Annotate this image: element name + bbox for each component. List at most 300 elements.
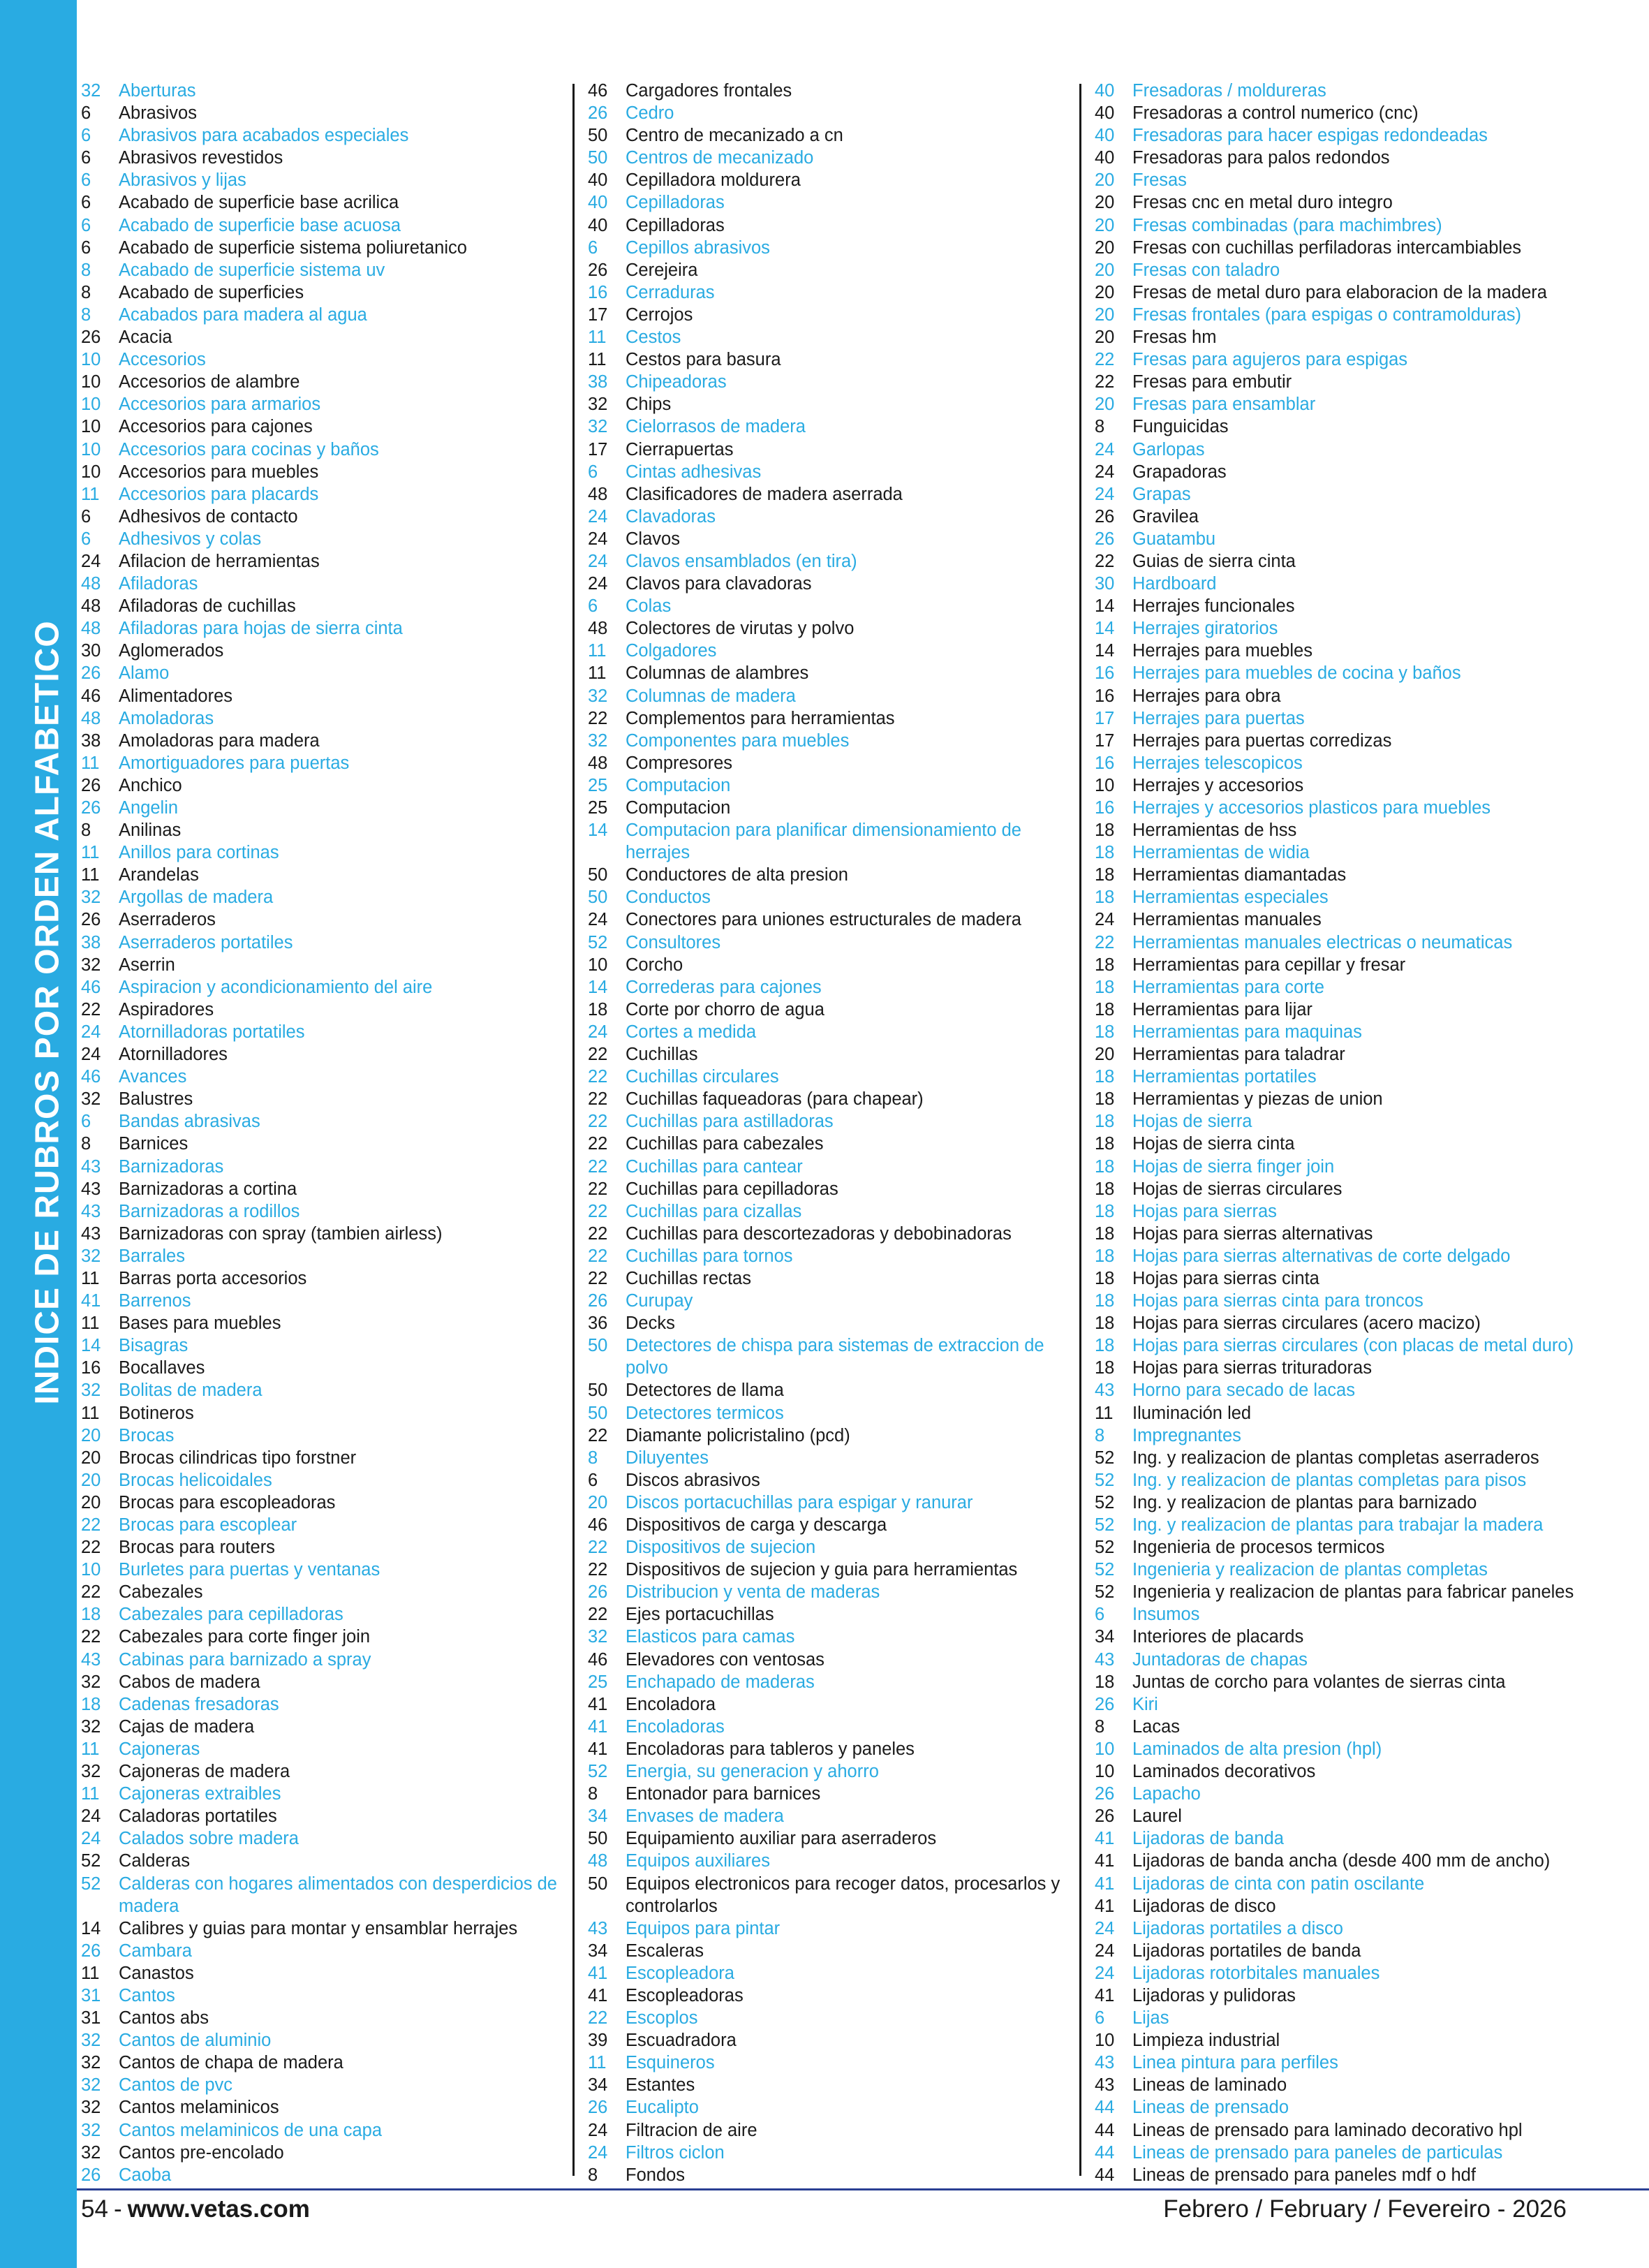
entry-label: Clavos ensamblados (en tira) — [626, 551, 857, 571]
index-entry — [81, 1626, 570, 1648]
entry-page-number: 24 — [588, 1022, 608, 1042]
index-entry — [588, 908, 1077, 931]
entry-page-number: 17 — [588, 439, 608, 459]
entry-label: Cantos de pvc — [119, 2075, 233, 2096]
index-entry — [588, 1110, 1077, 1133]
entry-label: Cuchillas — [626, 1045, 698, 1065]
entry-label: Lijadoras rotorbitales manuales — [1132, 1963, 1380, 1983]
entry-label: Horno para secado de lacas — [1132, 1380, 1355, 1401]
entry-page-number: 17 — [588, 304, 608, 325]
entry-label: Lijadoras y pulidoras — [1132, 1985, 1296, 2005]
index-entry — [588, 483, 1077, 506]
entry-label: Detectores de chispa para sistemas de extraccion de polvo — [626, 1336, 1044, 1378]
index-entry — [81, 1066, 570, 1088]
entry-label: Angelin — [119, 798, 179, 818]
index-entry — [1095, 1178, 1583, 1200]
entry-page-number: 6 — [81, 215, 91, 235]
index-entry — [81, 1827, 570, 1850]
index-entry — [81, 752, 570, 774]
entry-page-number: 20 — [1095, 193, 1115, 213]
entry-page-number: 46 — [81, 977, 101, 997]
index-entry — [81, 147, 570, 169]
entry-label: Lijadoras portatiles de banda — [1132, 1941, 1361, 1961]
entry-label: Acabado de superficie sistema poliuretanico — [119, 237, 467, 258]
index-entry — [1095, 1873, 1583, 1895]
entry-page-number: 20 — [1095, 237, 1115, 258]
entry-label: Cestos para basura — [626, 350, 781, 370]
index-entry — [588, 1649, 1077, 1671]
index-entry — [81, 1671, 570, 1693]
entry-label: Eucalipto — [626, 2098, 699, 2118]
entry-label: Cintas adhesivas — [626, 462, 762, 482]
index-entry — [588, 1873, 1077, 1917]
entry-label: Afiladoras para hojas de sierra cinta — [119, 619, 403, 639]
entry-page-number: 32 — [81, 2120, 101, 2140]
index-entry — [1095, 976, 1583, 999]
index-entry — [588, 169, 1077, 191]
index-entry — [1095, 1536, 1583, 1559]
index-entry — [81, 1469, 570, 1492]
entry-label: Cabezales — [119, 1582, 203, 1603]
entry-label: Fresas cnc en metal duro integro — [1132, 193, 1393, 213]
entry-label: Ingenieria de procesos termicos — [1132, 1538, 1385, 1558]
entry-label: Cuchillas para cepilladoras — [626, 1179, 838, 1199]
index-entry — [588, 595, 1077, 617]
index-entry — [1095, 1290, 1583, 1312]
index-entry — [81, 348, 570, 371]
index-entry — [81, 1200, 570, 1223]
entry-label: Estantes — [626, 2075, 695, 2096]
index-column-2 — [588, 80, 1077, 2186]
entry-label: Cedro — [626, 103, 674, 124]
index-entry — [1095, 1671, 1583, 1693]
index-entry — [1095, 2119, 1583, 2142]
entry-label: Herrajes para muebles — [1132, 641, 1312, 661]
entry-label: Cuchillas rectas — [626, 1268, 751, 1288]
entry-page-number: 20 — [1095, 395, 1115, 415]
entry-page-number: 52 — [1095, 1515, 1115, 1535]
index-entry — [1095, 797, 1583, 819]
entry-label: Lapacho — [1132, 1784, 1201, 1804]
index-entry — [588, 1379, 1077, 1401]
entry-label: Aglomerados — [119, 641, 224, 661]
entry-page-number: 10 — [588, 955, 608, 975]
index-entry — [588, 461, 1077, 483]
entry-page-number: 11 — [81, 1268, 100, 1288]
index-entry — [588, 1783, 1077, 1805]
entry-page-number: 10 — [81, 417, 101, 437]
index-entry — [588, 1424, 1077, 1447]
entry-label: Fresas combinadas (para machimbres) — [1132, 215, 1442, 235]
entry-page-number: 32 — [81, 2053, 101, 2073]
index-entry — [1095, 864, 1583, 886]
entry-label: Burletes para puertas y ventanas — [119, 1560, 380, 1580]
index-entry — [81, 573, 570, 595]
index-entry — [588, 932, 1077, 954]
index-entry — [588, 1536, 1077, 1559]
index-entry — [81, 640, 570, 662]
index-entry — [1095, 707, 1583, 730]
entry-label: Barnizadoras — [119, 1156, 224, 1177]
entry-page-number: 32 — [81, 2142, 101, 2163]
entry-label: Cantos melaminicos de una capa — [119, 2120, 383, 2140]
index-entry — [81, 1603, 570, 1626]
entry-label: Cantos melaminicos — [119, 2098, 279, 2118]
entry-page-number: 17 — [1095, 730, 1115, 751]
entry-label: Funguicidas — [1132, 417, 1229, 437]
index-entry — [81, 1873, 570, 1917]
index-entry — [81, 1267, 570, 1290]
entry-page-number: 43 — [1095, 1380, 1115, 1401]
entry-label: Encoladora — [626, 1694, 716, 1714]
index-entry — [1095, 1783, 1583, 1805]
entry-label: Cepilladoras — [626, 193, 725, 213]
entry-label: Aberturas — [119, 81, 196, 101]
entry-page-number: 18 — [1095, 820, 1115, 841]
entry-label: Fondos — [626, 2165, 686, 2185]
entry-page-number: 11 — [81, 843, 100, 863]
index-entry — [1095, 1267, 1583, 1290]
index-entry — [1095, 506, 1583, 528]
entry-label: Escopleadora — [626, 1963, 734, 1983]
entry-label: Cuchillas circulares — [626, 1067, 779, 1087]
entry-page-number: 11 — [81, 1739, 100, 1759]
entry-page-number: 43 — [588, 1918, 608, 1938]
entry-page-number: 52 — [1095, 1448, 1115, 1468]
entry-page-number: 22 — [588, 1605, 608, 1625]
index-entry — [588, 1447, 1077, 1469]
index-entry — [1095, 886, 1583, 908]
entry-page-number: 18 — [1095, 888, 1115, 908]
entry-label: Cepillos abrasivos — [626, 237, 770, 258]
entry-label: Cadenas fresadoras — [119, 1694, 279, 1714]
entry-page-number: 48 — [588, 484, 608, 504]
entry-label: Arandelas — [119, 865, 199, 885]
index-entry — [81, 124, 570, 147]
index-entry — [81, 1447, 570, 1469]
entry-page-number: 6 — [81, 170, 91, 191]
entry-page-number: 22 — [81, 999, 101, 1019]
index-entry — [588, 2142, 1077, 2164]
entry-label: Centro de mecanizado a cn — [626, 126, 843, 146]
entry-page-number: 34 — [588, 1941, 608, 1961]
entry-page-number: 24 — [81, 551, 101, 571]
entry-page-number: 32 — [81, 955, 101, 975]
entry-label: Herrajes y accesorios — [1132, 775, 1304, 795]
index-entry — [81, 1940, 570, 1962]
entry-label: Calibres y guias para montar y ensamblar herrajes — [119, 1918, 518, 1938]
entry-label: Chips — [626, 395, 672, 415]
entry-page-number: 22 — [1095, 350, 1115, 370]
index-entry — [1095, 1559, 1583, 1581]
entry-label: Cajoneras — [119, 1739, 200, 1759]
index-entry — [81, 304, 570, 326]
entry-page-number: 40 — [588, 170, 608, 191]
entry-label: Guatambu — [1132, 529, 1216, 549]
entry-page-number: 50 — [588, 865, 608, 885]
index-entry — [588, 2096, 1077, 2119]
entry-label: Acabado de superficie base acrilica — [119, 193, 399, 213]
entry-label: Calderas — [119, 1851, 191, 1871]
entry-label: Envases de madera — [626, 1806, 784, 1827]
entry-label: Hojas para sierras cinta — [1132, 1268, 1319, 1288]
entry-page-number: 24 — [81, 1045, 101, 1065]
side-title: INDICE DE RUBROS POR ORDEN ALFABETICO — [29, 620, 66, 1405]
entry-label: Cantos de aluminio — [119, 2031, 272, 2051]
entry-label: Cajoneras de madera — [119, 1762, 290, 1782]
entry-label: Computacion — [626, 798, 731, 818]
index-entry — [1095, 1312, 1583, 1334]
entry-label: Lijadoras de banda ancha (desde 400 mm de ancho) — [1132, 1851, 1551, 1871]
entry-label: Amoladoras — [119, 708, 214, 728]
entry-page-number: 20 — [1095, 215, 1115, 235]
index-entry — [588, 954, 1077, 976]
index-entry — [1095, 2007, 1583, 2029]
entry-label: Herrajes para obra — [1132, 686, 1281, 706]
entry-page-number: 38 — [81, 730, 101, 751]
index-entry — [588, 1178, 1077, 1200]
index-entry — [1095, 102, 1583, 124]
index-entry — [81, 864, 570, 886]
entry-page-number: 22 — [588, 2008, 608, 2028]
entry-page-number: 41 — [1095, 1896, 1115, 1916]
entry-page-number: 22 — [588, 1223, 608, 1244]
index-entry — [1095, 1447, 1583, 1469]
entry-page-number: 11 — [588, 663, 607, 684]
entry-page-number: 14 — [81, 1918, 101, 1938]
entry-page-number: 40 — [588, 193, 608, 213]
index-entry — [81, 214, 570, 237]
entry-label: Calados sobre madera — [119, 1829, 299, 1849]
entry-label: Barnizadoras a rodillos — [119, 1201, 300, 1221]
entry-label: Juntadoras de chapas — [1132, 1649, 1308, 1670]
index-entry — [81, 1379, 570, 1401]
entry-label: Corte por chorro de agua — [626, 999, 824, 1019]
entry-page-number: 44 — [1095, 2098, 1115, 2118]
entry-label: Clavos — [626, 529, 680, 549]
entry-page-number: 22 — [588, 1156, 608, 1177]
index-entry — [81, 169, 570, 191]
index-entry — [1095, 2074, 1583, 2096]
entry-label: Abrasivos — [119, 103, 197, 124]
index-entry — [1095, 326, 1583, 348]
entry-page-number: 52 — [1095, 1560, 1115, 1580]
index-entry — [588, 1626, 1077, 1648]
index-entry — [1095, 1066, 1583, 1088]
entry-label: Herramientas para maquinas — [1132, 1022, 1362, 1042]
entry-page-number: 17 — [1095, 708, 1115, 728]
entry-page-number: 16 — [588, 282, 608, 302]
index-entry — [1095, 1693, 1583, 1716]
entry-page-number: 41 — [1095, 1851, 1115, 1871]
entry-label: Ingenieria y realizacion de plantas completas — [1132, 1560, 1488, 1580]
entry-label: Corcho — [626, 955, 683, 975]
index-entry — [1095, 617, 1583, 640]
entry-label: Caladoras portatiles — [119, 1806, 277, 1827]
index-entry — [81, 1088, 570, 1110]
entry-page-number: 26 — [81, 1941, 101, 1961]
index-entry — [81, 2096, 570, 2119]
index-entry — [588, 1671, 1077, 1693]
entry-page-number: 40 — [1095, 148, 1115, 168]
entry-page-number: 24 — [588, 506, 608, 526]
entry-page-number: 44 — [1095, 2142, 1115, 2163]
index-entry — [81, 1334, 570, 1357]
entry-label: Brocas helicoidales — [119, 1470, 272, 1490]
entry-page-number: 48 — [588, 1851, 608, 1871]
entry-page-number: 52 — [1095, 1492, 1115, 1512]
index-entry — [588, 1962, 1077, 1984]
page-number: 54 — [81, 2195, 108, 2223]
index-entry — [588, 348, 1077, 371]
index-entry — [588, 80, 1077, 102]
index-entry — [588, 439, 1077, 461]
entry-page-number: 11 — [81, 753, 100, 773]
entry-label: Herramientas manuales electricas o neumaticas — [1132, 932, 1513, 952]
column-divider — [1079, 84, 1081, 2176]
index-entry — [81, 1178, 570, 1200]
entry-page-number: 52 — [1095, 1538, 1115, 1558]
entry-page-number: 41 — [588, 1694, 608, 1714]
index-entry — [81, 1984, 570, 2007]
index-entry — [588, 326, 1077, 348]
entry-label: Columnas de madera — [626, 686, 796, 706]
index-entry — [588, 1469, 1077, 1492]
entry-label: Linea pintura para perfiles — [1132, 2053, 1338, 2073]
entry-label: Hojas para sierras trituradoras — [1132, 1358, 1372, 1378]
entry-label: Abrasivos y lijas — [119, 170, 246, 191]
entry-page-number: 14 — [1095, 596, 1115, 617]
entry-page-number: 41 — [588, 1716, 608, 1737]
entry-label: Iluminación led — [1132, 1403, 1252, 1423]
entry-label: Acabado de superficies — [119, 282, 304, 302]
entry-page-number: 20 — [81, 1492, 101, 1512]
index-entry — [588, 1760, 1077, 1783]
index-entry — [588, 1738, 1077, 1760]
entry-page-number: 24 — [81, 1806, 101, 1827]
index-column-1 — [81, 80, 570, 2186]
entry-page-number: 8 — [588, 1784, 598, 1804]
entry-label: Alimentadores — [119, 686, 232, 706]
index-entry — [81, 461, 570, 483]
entry-page-number: 22 — [1095, 372, 1115, 392]
entry-page-number: 24 — [1095, 1941, 1115, 1961]
entry-page-number: 43 — [81, 1223, 101, 1244]
entry-label: Avances — [119, 1067, 187, 1087]
entry-label: Distribucion y venta de maderas — [626, 1582, 880, 1603]
entry-page-number: 41 — [1095, 1873, 1115, 1894]
entry-page-number: 18 — [1095, 1067, 1115, 1087]
entry-label: Aserrin — [119, 955, 175, 975]
index-entry — [1095, 1245, 1583, 1267]
index-entry — [588, 685, 1077, 707]
index-entry — [588, 1581, 1077, 1603]
entry-label: Interiores de placards — [1132, 1627, 1304, 1647]
index-entry — [1095, 550, 1583, 573]
index-entry — [1095, 1043, 1583, 1066]
entry-label: Hojas para sierras — [1132, 1201, 1277, 1221]
entry-page-number: 20 — [81, 1448, 101, 1468]
entry-label: Lijadoras de cinta con patin oscilante — [1132, 1873, 1425, 1894]
index-entry — [588, 797, 1077, 819]
index-entry — [1095, 1850, 1583, 1872]
entry-label: Hojas de sierras circulares — [1132, 1179, 1343, 1199]
entry-page-number: 52 — [1095, 1470, 1115, 1490]
index-entry — [1095, 237, 1583, 259]
index-entry — [588, 1156, 1077, 1178]
entry-label: Aserraderos — [119, 910, 216, 930]
index-entry — [81, 371, 570, 393]
entry-page-number: 26 — [1095, 1694, 1115, 1714]
index-entry — [81, 1290, 570, 1312]
entry-page-number: 40 — [1095, 126, 1115, 146]
index-entry — [588, 506, 1077, 528]
index-entry — [1095, 1984, 1583, 2007]
entry-label: Clavadoras — [626, 506, 716, 526]
entry-page-number: 16 — [1095, 798, 1115, 818]
entry-label: Fresas frontales (para espigas o contramolduras) — [1132, 304, 1522, 325]
index-entry — [81, 932, 570, 954]
entry-label: Herramientas para taladrar — [1132, 1045, 1345, 1065]
index-entry — [1095, 371, 1583, 393]
entry-page-number: 26 — [81, 2165, 101, 2185]
entry-page-number: 24 — [1095, 910, 1115, 930]
index-entry — [1095, 1649, 1583, 1671]
index-entry — [1095, 214, 1583, 237]
entry-page-number: 41 — [1095, 1985, 1115, 2005]
entry-label: Brocas para routers — [119, 1538, 275, 1558]
entry-label: Cuchillas para descortezadoras y debobinadoras — [626, 1223, 1012, 1244]
entry-page-number: 6 — [81, 148, 91, 168]
index-entry — [81, 1133, 570, 1155]
entry-page-number: 24 — [1095, 1963, 1115, 1983]
entry-label: Fresas con taladro — [1132, 260, 1280, 280]
entry-page-number: 22 — [588, 1179, 608, 1199]
index-entry — [1095, 1334, 1583, 1357]
entry-label: Equipos auxiliares — [626, 1851, 770, 1871]
index-entry — [81, 326, 570, 348]
entry-page-number: 22 — [588, 1560, 608, 1580]
entry-label: Barnices — [119, 1134, 188, 1154]
entry-page-number: 41 — [81, 1291, 101, 1311]
entry-label: Encoladoras — [626, 1716, 725, 1737]
entry-label: Encoladoras para tableros y paneles — [626, 1739, 915, 1759]
index-entry — [81, 954, 570, 976]
entry-page-number: 18 — [1095, 1223, 1115, 1244]
entry-label: Fresas hm — [1132, 327, 1217, 348]
entry-label: Cambara — [119, 1941, 192, 1961]
index-entry — [81, 1559, 570, 1581]
entry-label: Amortiguadores para puertas — [119, 753, 350, 773]
index-entry — [588, 886, 1077, 908]
index-entry — [81, 550, 570, 573]
entry-page-number: 10 — [1095, 775, 1115, 795]
entry-label: Conectores para uniones estructurales de madera — [626, 910, 1021, 930]
site-link[interactable]: www.vetas.com — [127, 2195, 310, 2223]
entry-page-number: 18 — [1095, 843, 1115, 863]
entry-page-number: 18 — [1095, 1134, 1115, 1154]
index-entry — [81, 1156, 570, 1178]
entry-label: Enchapado de maderas — [626, 1672, 815, 1692]
entry-label: Cantos de chapa de madera — [119, 2053, 343, 2073]
index-entry — [81, 1043, 570, 1066]
index-entry — [81, 1850, 570, 1872]
entry-page-number: 11 — [588, 327, 607, 348]
entry-page-number: 20 — [81, 1425, 101, 1445]
entry-label: Laminados decorativos — [1132, 1762, 1316, 1782]
entry-page-number: 44 — [1095, 2120, 1115, 2140]
entry-page-number: 26 — [1095, 506, 1115, 526]
